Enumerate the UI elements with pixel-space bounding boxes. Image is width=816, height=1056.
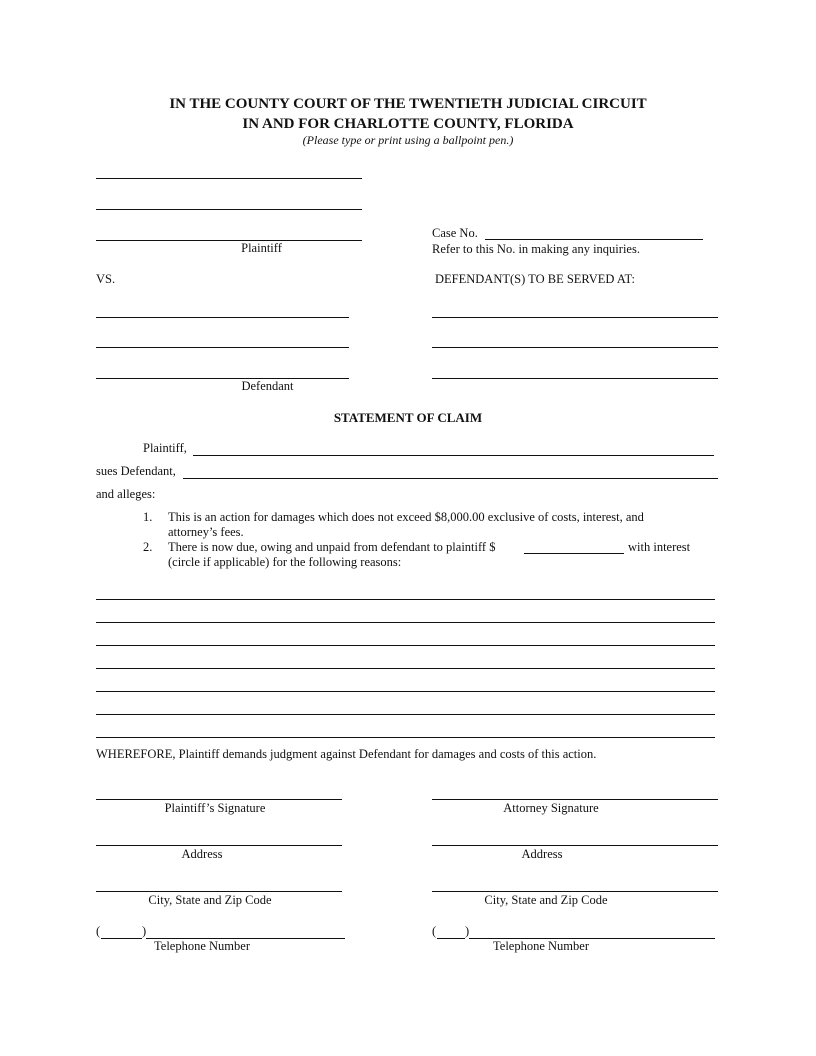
- statement-heading: STATEMENT OF CLAIM: [333, 410, 483, 425]
- form-instruction: (Please type or print using a ballpoint pen.): [302, 133, 514, 147]
- plaintiff-name-line-1[interactable]: [96, 178, 362, 179]
- reason-line-1[interactable]: [96, 599, 715, 600]
- item-2-number: 2.: [143, 540, 153, 554]
- served-address-line-2[interactable]: [432, 347, 718, 348]
- item-2-text-line2: (circle if applicable) for the following reasons:: [168, 555, 402, 569]
- reason-line-4[interactable]: [96, 668, 715, 669]
- plaintiff-label: Plaintiff: [241, 241, 282, 255]
- claim-sues-label: sues Defendant,: [96, 464, 176, 478]
- attorney-city-label: City, State and Zip Code: [484, 893, 608, 907]
- plaintiff-phone-label: Telephone Number: [154, 939, 250, 953]
- plaintiff-address-line[interactable]: [96, 845, 342, 846]
- versus-label: VS.: [96, 272, 116, 286]
- case-number-label: Case No.: [432, 226, 478, 240]
- plaintiff-city-line[interactable]: [96, 891, 342, 892]
- attorney-signature-label: Attorney Signature: [503, 801, 599, 815]
- defendant-name-line-1[interactable]: [96, 317, 349, 318]
- reason-line-5[interactable]: [96, 691, 715, 692]
- defendant-name-line-2[interactable]: [96, 347, 349, 348]
- item-1-number: 1.: [143, 510, 153, 524]
- attorney-signature-line[interactable]: [432, 799, 718, 800]
- served-address-line-1[interactable]: [432, 317, 718, 318]
- plaintiff-name-line-2[interactable]: [96, 209, 362, 210]
- attorney-address-line[interactable]: [432, 845, 718, 846]
- reason-line-7[interactable]: [96, 737, 715, 738]
- reason-line-6[interactable]: [96, 714, 715, 715]
- reason-line-3[interactable]: [96, 645, 715, 646]
- plaintiff-address-label: Address: [181, 847, 223, 861]
- served-address-line-3[interactable]: [432, 378, 718, 379]
- court-title-line2: IN AND FOR CHARLOTTE COUNTY, FLORIDA: [242, 116, 574, 132]
- case-number-line[interactable]: [485, 239, 703, 240]
- reason-line-2[interactable]: [96, 622, 715, 623]
- plaintiff-signature-line[interactable]: [96, 799, 342, 800]
- claim-defendant-line[interactable]: [183, 478, 718, 479]
- defendant-label: Defendant: [241, 379, 294, 393]
- attorney-phone-label: Telephone Number: [493, 939, 589, 953]
- wherefore-clause: WHEREFORE, Plaintiff demands judgment against Defendant for damages and costs of this action.: [96, 747, 597, 761]
- plaintiff-city-label: City, State and Zip Code: [148, 893, 272, 907]
- amount-due-line[interactable]: [524, 553, 624, 554]
- defendant-served-label: DEFENDANT(S) TO BE SERVED AT:: [435, 272, 636, 286]
- claim-plaintiff-line[interactable]: [193, 455, 714, 456]
- attorney-phone-paren-open: (: [432, 924, 437, 938]
- plaintiff-phone-paren-close: ): [142, 924, 147, 938]
- plaintiff-signature-label: Plaintiff’s Signature: [164, 801, 266, 815]
- case-number-note: Refer to this No. in making any inquiries.: [432, 242, 640, 256]
- claim-plaintiff-label: Plaintiff,: [143, 441, 187, 455]
- plaintiff-phone-paren-open: (: [96, 924, 101, 938]
- item-1-text-line2: attorney’s fees.: [168, 525, 244, 539]
- item-1-text-line1: This is an action for damages which does not exceed $8,000.00 exclusive of costs, interest, and: [168, 510, 644, 524]
- attorney-phone-paren-close: ): [465, 924, 470, 938]
- item-2-text-part2: with interest: [628, 540, 691, 554]
- attorney-address-label: Address: [521, 847, 563, 861]
- alleges-label: and alleges:: [96, 487, 156, 501]
- attorney-city-line[interactable]: [432, 891, 718, 892]
- item-2-text-part1: There is now due, owing and unpaid from defendant to plaintiff $: [168, 540, 496, 554]
- court-title-line1: IN THE COUNTY COURT OF THE TWENTIETH JUDICIAL CIRCUIT: [169, 96, 647, 112]
